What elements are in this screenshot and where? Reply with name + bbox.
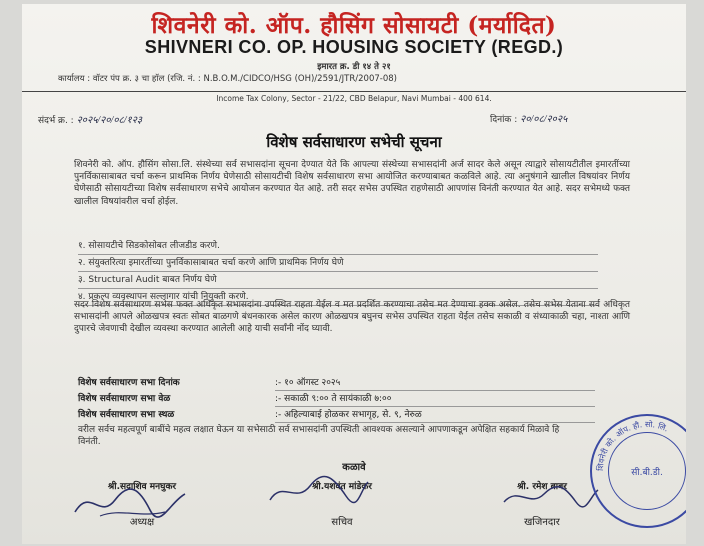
signatory-role: अध्यक्ष xyxy=(129,517,155,528)
reference-label: संदर्भ क्र. : xyxy=(38,116,74,126)
meeting-venue-label: विशेष सर्वसाधारण सभा स्थळ xyxy=(78,410,175,420)
office-line: कार्यालय : वॉटर पंप क्र. ३ चा हॉल (रजि. नं. : N.B.O.M./CIDCO/HSG (OH)/2591/JTR/2007-08) xyxy=(58,74,397,84)
notice-date xyxy=(490,111,567,125)
meeting-date-label: विशेष सर्वसाधारण सभा दिनांक xyxy=(78,378,180,388)
notice-title: विशेष सर्वसाधारण सभेची सूचना xyxy=(266,133,442,151)
agenda-item: ४. प्रकल्प व्यवस्थापन सल्लागार यांची नियुक्ती करणे. xyxy=(78,289,598,306)
date-label: दिनांक : xyxy=(490,115,518,125)
meeting-venue-value: :- अहिल्याबाई होळकर सभागृह, से. ९, नेरुळ xyxy=(275,407,595,423)
signature-scribble-secretary xyxy=(262,474,372,508)
address-line: Income Tax Colony, Sector - 21/22, CBD Belapur, Navi Mumbai - 400 614. xyxy=(22,91,686,103)
agenda-item: १. सोसायटीचे सिडकोसोबत लीजडीड करणे. xyxy=(78,238,598,255)
agenda-item: २. संयुक्तरित्या इमारतींच्या पुनर्विकासाबाबत चर्चा करणे आणि प्राथमिक निर्णय घेणे xyxy=(78,255,598,272)
society-seal xyxy=(590,414,686,528)
signatory-role: खजिनदार xyxy=(524,517,560,528)
svg-text:शिवनेरी को. ऑप. हौ. सो. लि. xyxy=(595,419,670,471)
seal-text: शिवनेरी को. ऑप. हौ. सो. लि. xyxy=(595,419,670,472)
seal-center-text: सी.बी.डी. xyxy=(631,468,663,478)
reference-number xyxy=(38,112,142,126)
closing-word: कळावे xyxy=(342,462,366,473)
meeting-date-value: :- १० ऑगस्ट २०२५ xyxy=(275,375,595,391)
meeting-date-row xyxy=(78,375,595,391)
signatory-name: श्री.सदाशिव मनघुकर xyxy=(107,482,177,492)
meeting-time-label: विशेष सर्वसाधारण सभा वेळ xyxy=(78,394,171,404)
notice-document xyxy=(22,4,686,544)
building-line: इमारत क्र. डी १४ ते २१ xyxy=(317,62,391,72)
meeting-details xyxy=(78,375,595,423)
agenda-item: ३. Structural Audit बाबत निर्णय घेणे xyxy=(78,272,598,289)
signatory-name: श्री.यशवंत मांडेकर xyxy=(312,482,372,492)
society-name-english: SHIVNERI CO. OP. HOUSING SOCIETY (REGD.) xyxy=(144,37,564,57)
reference-value: २०२५/२०/०८/१२३ xyxy=(76,115,143,126)
meeting-venue-row xyxy=(78,407,595,423)
date-value: २०/०८/२०२५ xyxy=(520,114,568,125)
society-name-marathi: शिवनेरी को. ऑप. हौसिंग सोसायटी (मर्यादित) xyxy=(151,12,557,39)
intro-paragraph: शिवनेरी को. ऑप. हौसिंग सोसा.लि. संस्थेच्या सर्व सभासदांना सूचना देण्यात येते कि आपल्या संस्थेच्या सभासदांनी अर्ज सादर केले असून त्याद्वारे सोसायटीतील इमारतींच्या पुनर्विकासाबाबत चर्चा करून प्राथमिक निर्णय घेणेसाठी सोसायटीची विशेष सर्वसाधारण सभा आयोजित करण्याबाबत कळविले आहे. त्या अनुषंगाने खालील विषयांवर निर्णय घेणेसाठी सोसायटीच्या विशेष सर्वसाधारण सभेचे आयोजन करण्यात येत आहे. तरी सदर सभेस उपस्थित राहणेसाठी आपणांस विनंती करण्यात येत आहे. सदर सभेमध्ये फक्त खालील विषयांवरील चर्चा होईल. xyxy=(74,160,630,207)
signatory-name: श्री. रमेश बाबर xyxy=(517,482,567,492)
signatory-role: सचिव xyxy=(331,517,353,528)
agenda-list xyxy=(78,238,598,306)
meeting-time-value: :- सकाळी ९:०० ते सायंकाळी ७:०० xyxy=(275,391,595,407)
signature-scribble-president xyxy=(70,482,190,522)
closing-paragraph: वरील सर्वच महत्वपूर्ण बाबींचे महत्व लक्षात घेऊन या सभेसाठी सर्व सभासदांनी उपस्थिती आवश्यक असल्याने आपणाकडून अपेक्षित सहकार्य मिळावे हि विनंती. xyxy=(78,425,560,448)
seal-ring-text xyxy=(592,416,686,526)
signature-scribble-treasurer xyxy=(500,482,600,512)
meeting-time-row xyxy=(78,391,595,407)
rules-paragraph: सदर विशेष सर्वसाधारण सभेस फक्त अधिकृत सभासदांना उपस्थित राहता येईल व मत प्रदर्शित करण्याचा तसेच मत देण्याचा हक्क असेल. तसेच सभेस येताना सर्व अधिकृत सभासदांनी आपले ओळखपत्र स्वतः सोबत बाळगणे बंधनकारक असेल कारण ओळखपत्र बघुनच सभेस उपस्थित राहता येईल तसेच सकाळी व संध्याकाळी चहा, नाश्ता आणि दुपारचे जेवणाची देखील व्यवस्था करण्यात आलेली आहे याची सर्वांनी नोंद घ्यावी. xyxy=(74,300,630,335)
